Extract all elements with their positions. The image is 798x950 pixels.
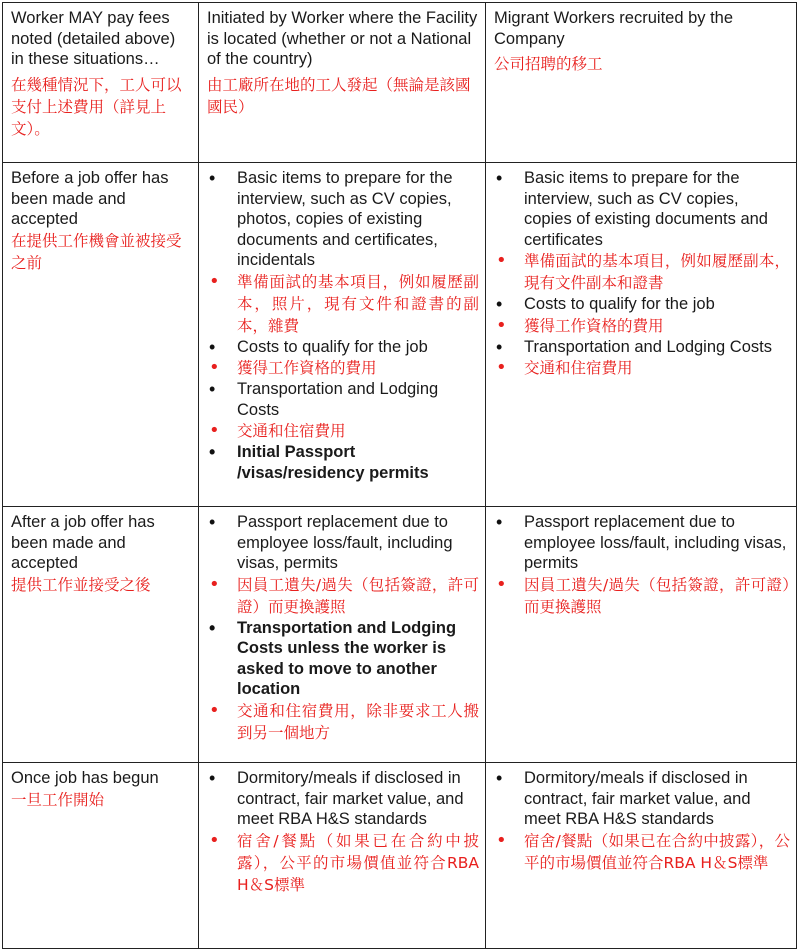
fee-item: • Dormitory/meals if disclosed in contract, fair market value, and meet RBA H&S standards: [494, 768, 790, 830]
fee-item: • Passport replacement due to employee loss/fault, including visas, permits: [207, 512, 479, 574]
local-fees-cell: [199, 507, 486, 763]
migrant-fee-list: [494, 168, 790, 379]
header-row: [3, 3, 797, 163]
local-fee-list: [207, 768, 479, 896]
migrant-fees-cell: [486, 507, 797, 763]
row-label-cell: [3, 163, 199, 507]
row-label-zh: 在提供工作機會並被接受之前: [11, 231, 182, 272]
fee-item: • 交通和住宿費用: [494, 357, 790, 379]
fee-item: • Passport replacement due to employee loss/fault, including visas, permits: [494, 512, 790, 574]
header-local-cell: [199, 3, 486, 163]
fee-item: • Transportation and Lodging Costs: [207, 379, 479, 420]
migrant-fees-cell: [486, 163, 797, 507]
header-situations-en: Worker MAY pay fees noted (detailed above) in these situations…: [11, 9, 176, 68]
header-situations-cell: [3, 3, 199, 163]
fee-item: • 宿舍/餐點（如果已在合約中披露），公平的市場價值並符合RBA H＆S標準: [207, 830, 479, 896]
fee-item: • 準備面試的基本項目，例如履歷副本，現有文件副本和證書: [494, 250, 790, 294]
migrant-fees-cell: [486, 763, 797, 949]
fee-item: • Costs to qualify for the job: [207, 337, 479, 358]
migrant-fee-list: [494, 768, 790, 874]
local-fees-cell: [199, 163, 486, 507]
header-migrant-cell: [486, 3, 797, 163]
fee-item: • 宿舍/餐點（如果已在合約中披露），公平的市場價值並符合RBA H＆S標準: [494, 830, 790, 874]
fee-item: • Transportation and Lodging Costs: [494, 337, 790, 358]
local-fee-list: [207, 512, 479, 744]
fee-item: • 交通和住宿費用: [207, 420, 479, 442]
row-label-cell: [3, 507, 199, 763]
header-migrant-en: Migrant Workers recruited by the Company: [494, 9, 734, 48]
fee-item: • Initial Passport /visas/residency permits: [207, 442, 479, 483]
fee-item: • 因員工遺失/過失（包括簽證，許可證）而更換護照: [207, 574, 479, 618]
fee-item: • 交通和住宿費用，除非要求工人搬到另一個地方: [207, 700, 479, 744]
fee-item: • 因員工遺失/過失（包括簽證，許可證）而更換護照: [494, 574, 790, 618]
fee-item: • 準備面試的基本項目，例如履歷副本，照片，現有文件和證書的副本，雜費: [207, 271, 479, 337]
row-label-zh: 提供工作並接受之後: [11, 575, 151, 594]
header-local-en: Initiated by Worker where the Facility is located (whether or not a National of the country): [207, 9, 478, 68]
header-local-zh: 由工廠所在地的工人發起（無論是該國國民）: [207, 75, 471, 116]
row-before-offer: [3, 163, 797, 507]
fee-item: • 獲得工作資格的費用: [207, 357, 479, 379]
row-label-cell: [3, 763, 199, 949]
header-migrant-zh: 公司招聘的移工: [494, 55, 603, 73]
local-fees-cell: [199, 763, 486, 949]
fee-item: • Costs to qualify for the job: [494, 294, 790, 315]
fee-item: • Dormitory/meals if disclosed in contract, fair market value, and meet RBA H&S standards: [207, 768, 479, 830]
fee-item: • Transportation and Lodging Costs unless the worker is asked to move to another location: [207, 618, 479, 700]
fee-item: • 獲得工作資格的費用: [494, 315, 790, 337]
migrant-fee-list: [494, 512, 790, 618]
row-label-en: After a job offer has been made and accepted: [11, 513, 155, 572]
local-fee-list: [207, 168, 479, 483]
header-situations-zh: 在幾種情況下，工人可以支付上述費用（詳見上文）。: [11, 75, 182, 138]
fee-item: • Basic items to prepare for the interview, such as CV copies, copies of existing documents and certificates: [494, 168, 790, 250]
row-after-offer: [3, 507, 797, 763]
row-job-begun: [3, 763, 797, 949]
row-label-en: Once job has begun: [11, 769, 159, 787]
fee-item: • Basic items to prepare for the interview, such as CV copies, photos, copies of existing documents and certificates, incidentals: [207, 168, 479, 271]
row-label-zh: 一旦工作開始: [11, 790, 105, 809]
row-label-en: Before a job offer has been made and accepted: [11, 169, 169, 228]
fees-table: [2, 2, 797, 949]
